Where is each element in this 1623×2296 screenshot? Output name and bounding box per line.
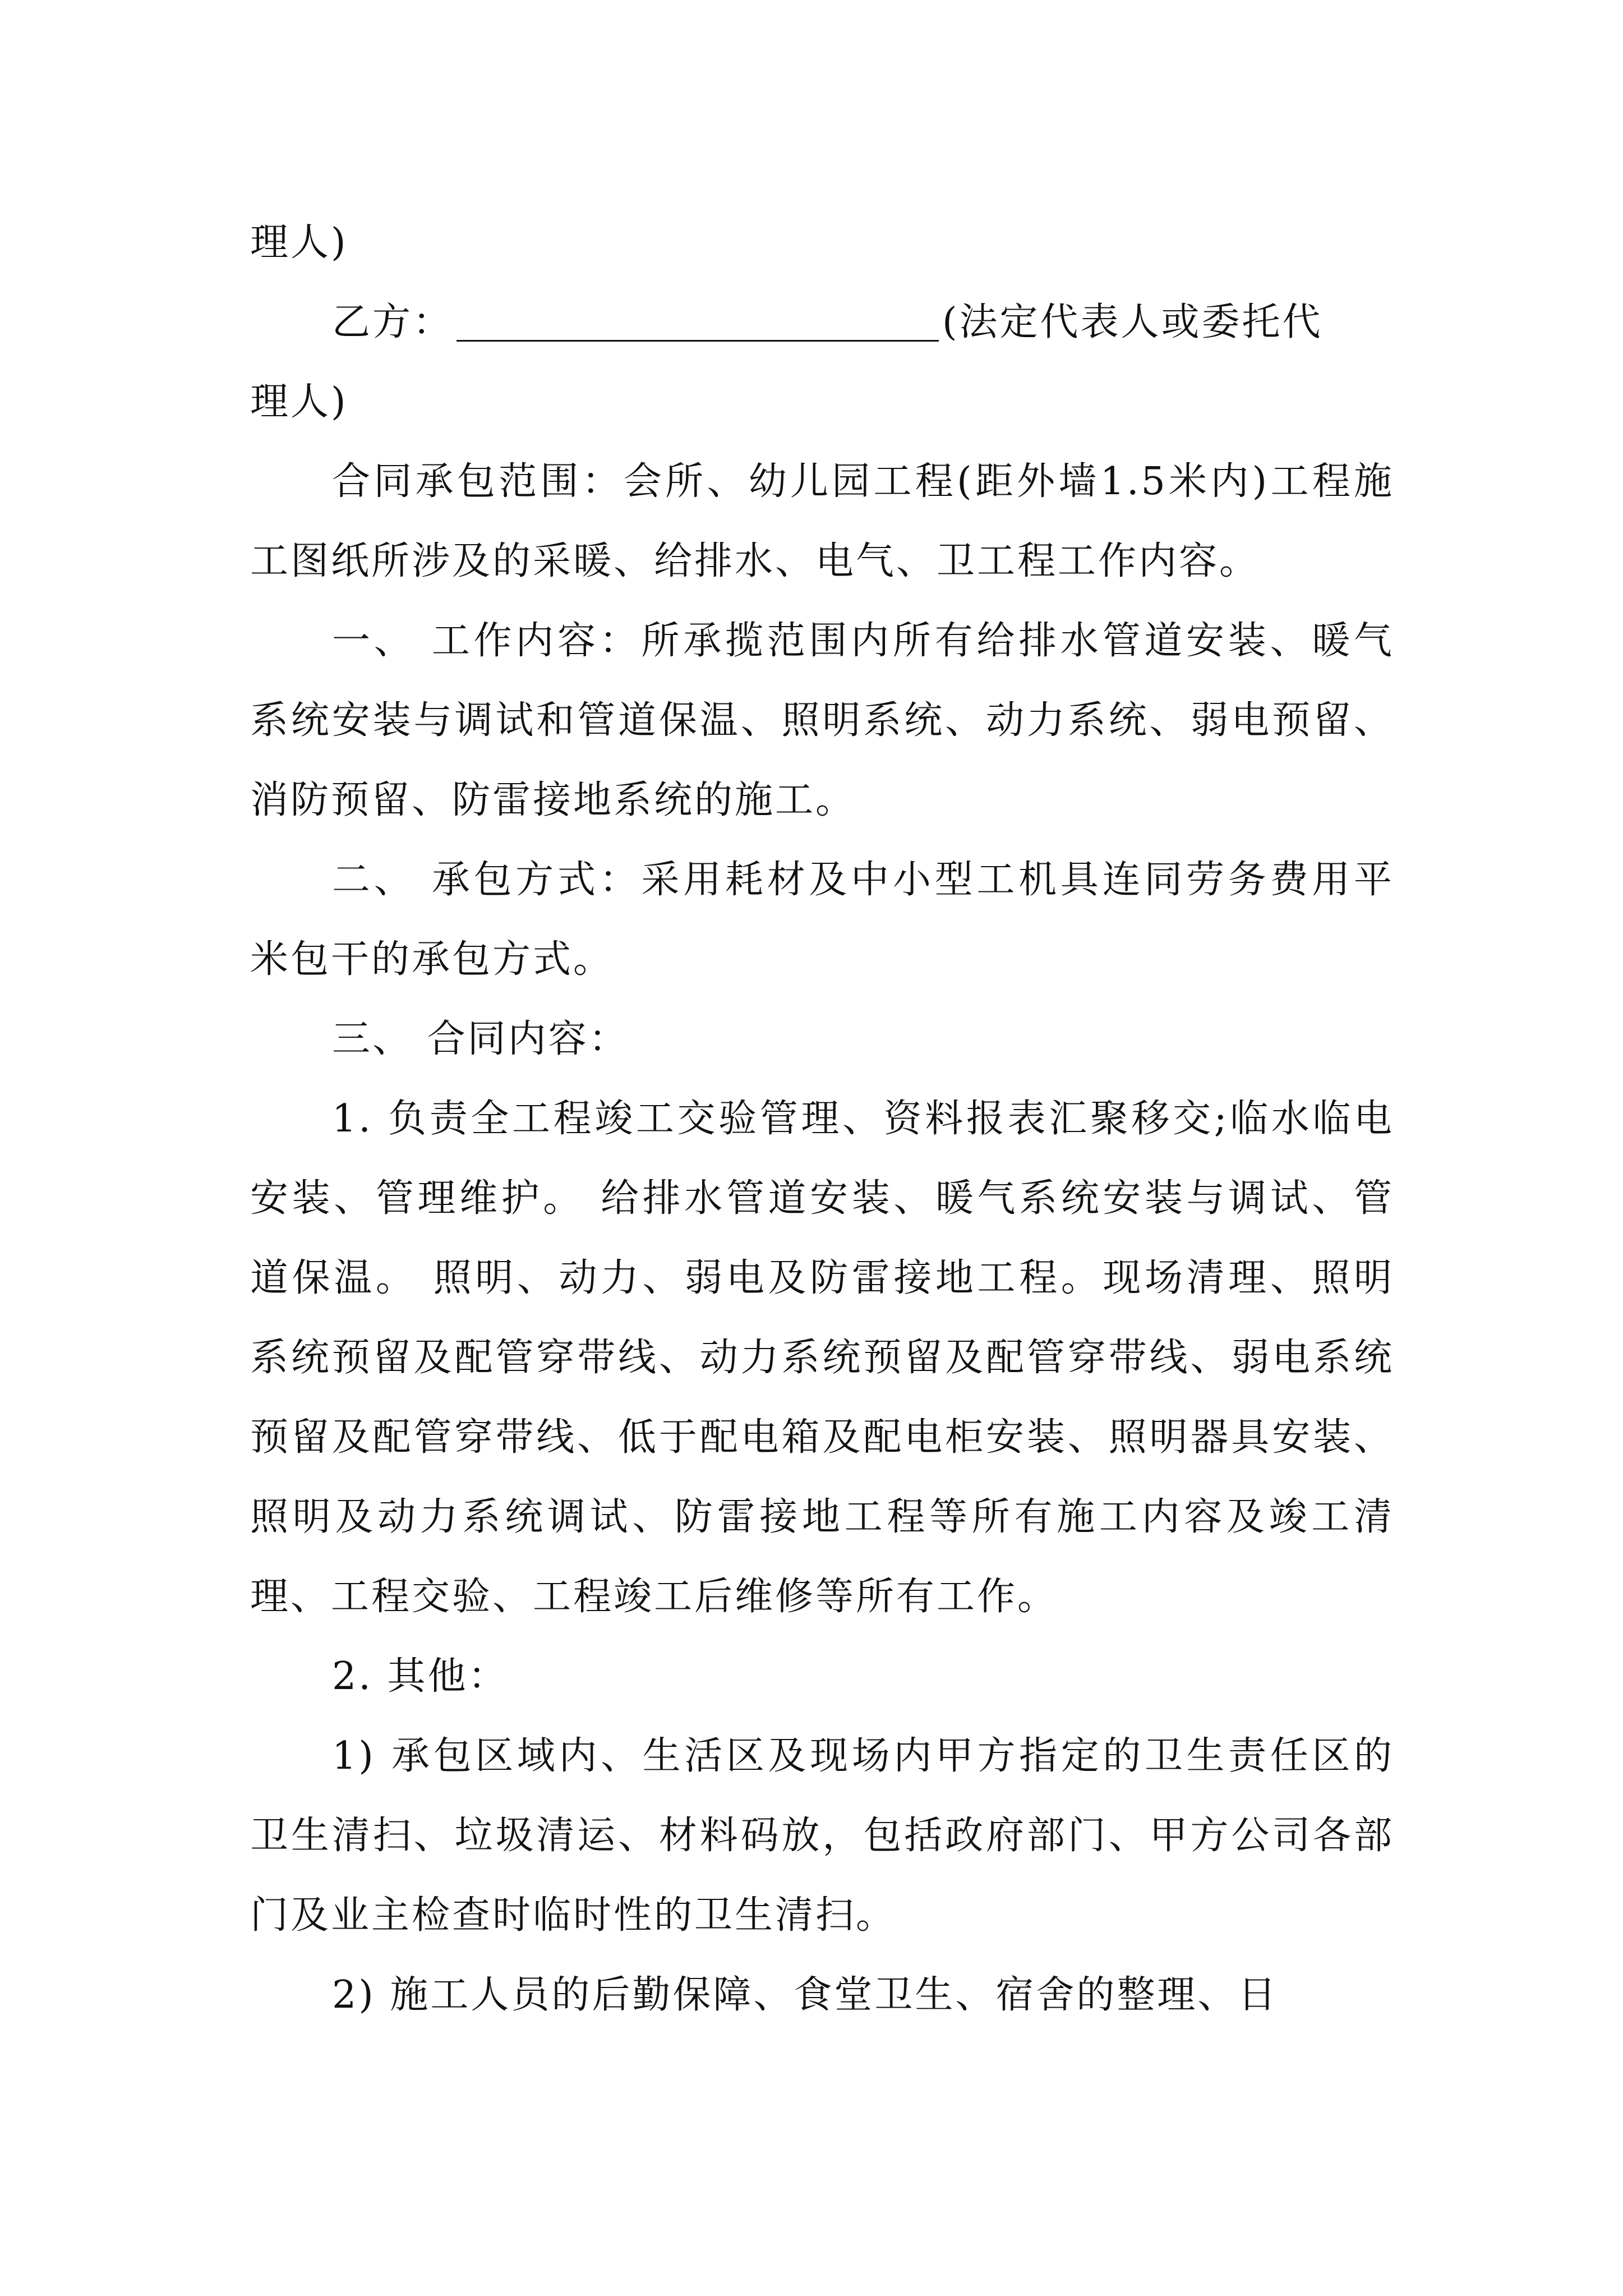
contract-scope: 合同承包范围：会所、幼儿园工程(距外墙1.5米内)工程施工图纸所涉及的采暖、给排水、电气、卫工程工作内容。 (250, 459, 1394, 583)
section-contract-method: 二、 承包方式：采用耗材及中小型工机具连同劳务费用平米包干的承包方式。 (250, 858, 1394, 982)
party-b-label: 乙方： (332, 300, 454, 344)
item-other: 2. 其他： (332, 1654, 509, 1699)
party-b-line (250, 283, 1394, 362)
party-b-suffix-continued: 理人) (250, 380, 348, 424)
document-body (250, 203, 1394, 2035)
sub-item-logistics: 2) 施工人员的后勤保障、食堂卫生、宿舍的整理、日 (332, 1973, 1279, 2017)
party-b-suffix: (法定代表人或委托代 (942, 300, 1323, 344)
item-responsibilities: 1. 负责全工程竣工交验管理、资料报表汇聚移交;临水临电安装、管理维护。 给排水管道安装、暖气系统安装与调试、管道保温。 照明、动力、弱电及防雷接地工程。现场清理、照明系统预留及配管穿带线、动力系统预留及配管穿带线、弱电系统预留及配管穿带线、低于配电箱及配电柜安装、照明器具安装、照明及动力系统调试、防雷接地工程等所有施工内容及竣工清理、工程交验、工程竣工后维修等所有工作。 (250, 1097, 1394, 1619)
party-b-blank (457, 302, 939, 342)
continuation-line: 理人) (250, 220, 348, 265)
section-contract-content: 三、 合同内容： (332, 1017, 629, 1061)
section-work-content: 一、 工作内容：所承揽范围内所有给排水管道安装、暖气系统安装与调试和管道保温、照明系统、动力系统、弱电预留、消防预留、防雷接地系统的施工。 (250, 619, 1394, 822)
sub-item-sanitation: 1) 承包区域内、生活区及现场内甲方指定的卫生责任区的卫生清扫、垃圾清运、材料码放，包括政府部门、甲方公司各部门及业主检查时临时性的卫生清扫。 (250, 1734, 1394, 1938)
